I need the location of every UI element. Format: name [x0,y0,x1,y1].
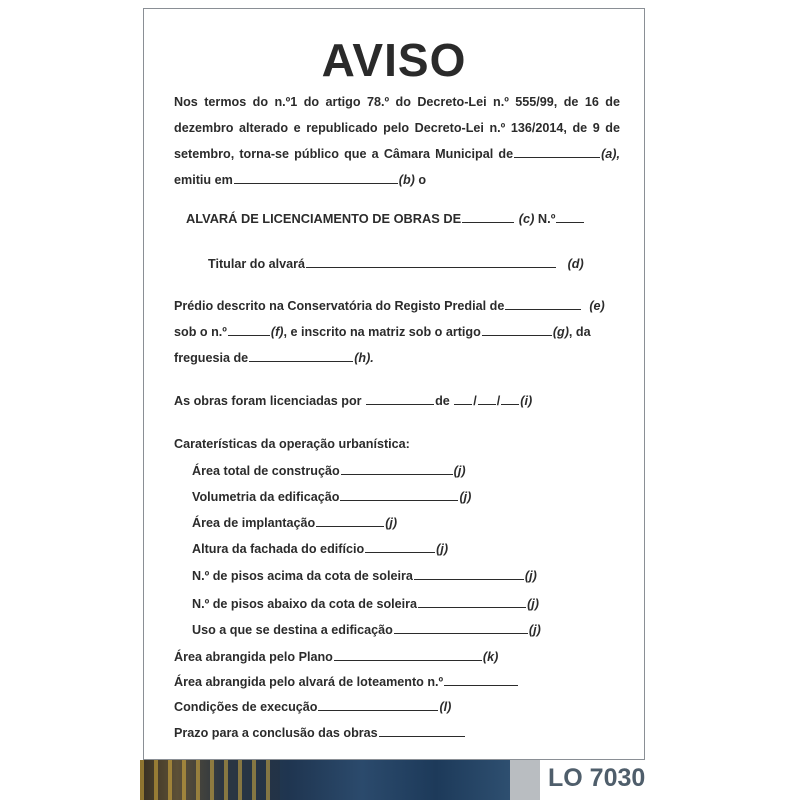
characteristics-heading: Caraterísticas da operação urbanística: [174,437,410,451]
ref-j: (j) [528,623,541,637]
ref-j: (j) [385,516,398,530]
works-text: As obras foram licenciadas por [174,394,362,408]
license-text: ALVARÁ DE LICENCIAMENTO DE OBRAS DE [186,211,462,226]
ref-d: (d) [567,257,584,271]
blank-field [365,541,435,553]
license-line [186,211,585,226]
characteristic-item [192,463,466,478]
ref-b: (b) [398,173,415,187]
blank-field [228,324,270,336]
property-paragraph [174,293,620,371]
characteristic-item [192,596,539,611]
holder-text: Titular do alvará [208,257,306,271]
characteristic-label: Uso a que se destina a edificação [192,623,393,637]
conditions-line [174,699,451,714]
ref-e: (e) [589,299,605,313]
blank-field [394,622,528,634]
characteristic-item [192,489,471,504]
lot-label: Área abrangida pelo alvará de loteamento n.º [174,675,444,689]
blank-field [454,393,472,405]
intro-line-2: dezembro alterado e republicado pelo Decreto-Lei n.º 136/2014, de 9 de [174,121,620,135]
characteristic-label: N.º de pisos abaixo da cota de soleira [192,597,418,611]
deadline-line [174,725,466,740]
intro-line-4-text: emitiu em [174,173,233,187]
ref-l: (l) [439,700,452,714]
notice-sign [143,8,645,760]
ref-j: (j) [459,490,472,504]
background-gray-block [510,760,540,800]
license-number-label: N.º [537,211,556,226]
intro-line-4 [174,167,620,193]
blank-field [414,568,524,580]
ref-c: (c) [518,211,535,226]
blank-field [334,649,482,661]
plan-label: Área abrangida pelo Plano [174,650,333,664]
blank-field [478,393,496,405]
deadline-label: Prazo para a conclusão das obras [174,726,378,740]
property-line-2-a: sob o n.º [174,325,227,339]
characteristic-label: Área total de construção [192,464,340,478]
works-de: de [435,394,450,408]
intro-line-4-tail: o [418,173,427,187]
blank-field [366,393,434,405]
characteristic-label: Área de implantação [192,516,316,530]
blank-field [318,699,438,711]
property-line-1-text: Prédio descrito na Conservatória do Registo Predial de [174,299,505,313]
ref-i: (i) [520,394,533,408]
blank-field [444,674,518,686]
works-line: As obras foram licenciadas por de / / (i) [174,394,533,408]
notice-title: AVISO [321,34,467,86]
property-line-1 [174,293,620,319]
ref-j: (j) [453,464,466,478]
characteristic-item [192,541,448,556]
ref-j: (j) [524,569,537,583]
blank-field [306,256,556,268]
ref-j: (j) [436,542,449,556]
characteristic-label: Volumetria da edificação [192,490,340,504]
blank-field [482,324,552,336]
property-line-2-b: , e inscrito na matriz sob o artigo [283,325,481,339]
blank-field [418,596,526,608]
plan-line [174,649,498,664]
property-line-2-c: , da [568,325,591,339]
blank-field [249,350,353,362]
product-code: LO 7030 [548,764,646,792]
ref-j: (j) [527,597,539,611]
blank-field [514,146,600,158]
property-line-3 [174,345,620,371]
blank-field [340,489,458,501]
blank-field [501,393,519,405]
ref-g: (g) [552,325,569,339]
blank-field [505,298,581,310]
ref-f: (f) [270,325,284,339]
characteristic-label: Altura da fachada do edifício [192,542,365,556]
blank-field [556,211,584,223]
intro-line-3 [174,141,620,167]
intro-line-1: Nos termos do n.º1 do artigo 78.º do Decreto-Lei n.º 555/99, de 16 de [174,95,620,109]
property-line-3-text: freguesia de [174,351,249,365]
characteristic-item [192,622,541,637]
ref-h: (h). [354,351,374,365]
conditions-label: Condições de execução [174,700,318,714]
characteristic-label: N.º de pisos acima da cota de soleira [192,569,413,583]
holder-line [208,256,584,271]
blank-field [234,172,398,184]
blank-field [316,515,384,527]
characteristic-item [192,568,537,583]
background-photo-detail [140,760,280,800]
blank-field [462,211,514,223]
ref-k: (k) [482,650,499,664]
lot-line [174,674,519,689]
ref-a: (a), [601,147,620,161]
blank-field [341,463,453,475]
blank-field [379,725,465,737]
property-line-2 [174,319,620,345]
intro-line-3-text: setembro, torna-se público que a Câmara Municipal de [174,147,514,161]
characteristic-item [192,515,397,530]
intro-paragraph [174,89,620,193]
